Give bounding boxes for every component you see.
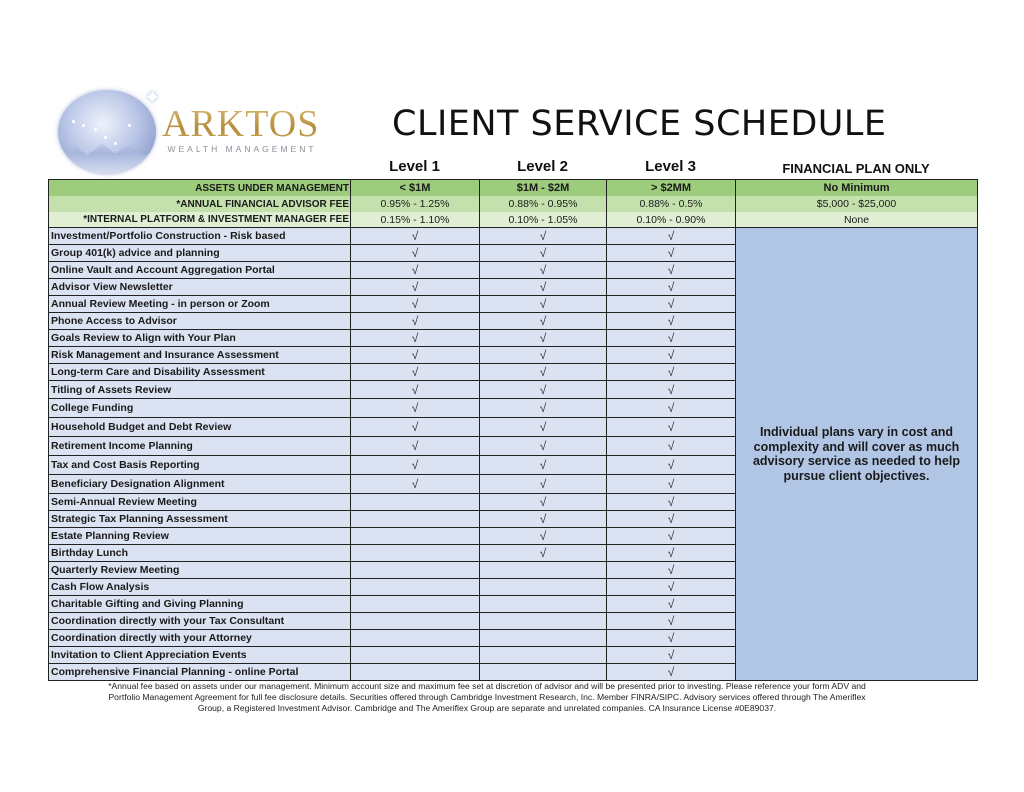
level-2-check: √ — [480, 381, 607, 399]
level-3-value: 0.88% - 0.5% — [607, 196, 736, 212]
level-2-check — [480, 579, 607, 596]
level-2-value: 0.88% - 0.95% — [480, 196, 607, 212]
level-1-check: √ — [351, 399, 480, 418]
disclaimer-line: Portfolio Management Agreement for full fee disclosure details. Securities offered through Cambridge Investment Research, Inc. Member FINRA/SIPC. Advisory services offered through The Ameriflex — [108, 692, 866, 702]
service-name: Tax and Cost Basis Reporting — [49, 456, 351, 475]
level-2-check — [480, 613, 607, 630]
level-1-check — [351, 613, 480, 630]
level-3-check: √ — [607, 545, 736, 562]
service-name: Group 401(k) advice and planning — [49, 245, 351, 262]
level-1-check: √ — [351, 228, 480, 245]
service-name: Retirement Income Planning — [49, 437, 351, 456]
level-1-check: √ — [351, 456, 480, 475]
level-3-check: √ — [607, 296, 736, 313]
level-2-check — [480, 596, 607, 613]
level-2-check: √ — [480, 296, 607, 313]
level-3-check: √ — [607, 664, 736, 681]
brand-tagline: WEALTH MANAGEMENT — [167, 144, 317, 154]
level-3-check: √ — [607, 437, 736, 456]
level-1-check: √ — [351, 364, 480, 381]
level-3-check: √ — [607, 528, 736, 545]
level-2-check: √ — [480, 418, 607, 437]
level-2-check — [480, 562, 607, 579]
level-1-check: √ — [351, 313, 480, 330]
plan-value: None — [736, 212, 978, 228]
level-1-check — [351, 545, 480, 562]
level-1-check — [351, 579, 480, 596]
level-2-check: √ — [480, 330, 607, 347]
level-3-check: √ — [607, 475, 736, 494]
level-1-check: √ — [351, 330, 480, 347]
level-1-check: √ — [351, 437, 480, 456]
level-1-check: √ — [351, 262, 480, 279]
level-1-value: 0.95% - 1.25% — [351, 196, 480, 212]
level-1-check: √ — [351, 245, 480, 262]
level-2-value: $1M - $2M — [480, 180, 607, 197]
service-name: Estate Planning Review — [49, 528, 351, 545]
service-name: Titling of Assets Review — [49, 381, 351, 399]
level-3-check: √ — [607, 381, 736, 399]
level-3-check: √ — [607, 647, 736, 664]
row-label: ASSETS UNDER MANAGEMENT — [49, 180, 351, 197]
level-1-check: √ — [351, 381, 480, 399]
level-3-check: √ — [607, 613, 736, 630]
level-1-check — [351, 494, 480, 511]
level-2-check: √ — [480, 364, 607, 381]
level-3-check: √ — [607, 228, 736, 245]
level-3-check: √ — [607, 418, 736, 437]
row-label: *ANNUAL FINANCIAL ADVISOR FEE — [49, 196, 351, 212]
level-2-check — [480, 647, 607, 664]
level-3-check: √ — [607, 562, 736, 579]
level-2-check — [480, 630, 607, 647]
level-1-check: √ — [351, 347, 480, 364]
disclaimer — [80, 681, 894, 714]
level-2-check: √ — [480, 347, 607, 364]
service-name: Invitation to Client Appreciation Events — [49, 647, 351, 664]
header-row-platform-fee — [49, 212, 978, 228]
service-name: Comprehensive Financial Planning - online Portal — [49, 664, 351, 681]
level-2-check: √ — [480, 245, 607, 262]
brand-name: ARKTOS — [162, 103, 320, 145]
level-3-check: √ — [607, 630, 736, 647]
level-1-check — [351, 630, 480, 647]
constellation-orb-icon — [58, 90, 156, 174]
level-2-check: √ — [480, 475, 607, 494]
service-name: Investment/Portfolio Construction - Risk based — [49, 228, 351, 245]
service-name: Coordination directly with your Tax Consultant — [49, 613, 351, 630]
column-header-level-1: Level 1 — [389, 158, 440, 175]
plan-value: $5,000 - $25,000 — [736, 196, 978, 212]
level-2-check: √ — [480, 511, 607, 528]
level-3-check: √ — [607, 596, 736, 613]
level-3-check: √ — [607, 494, 736, 511]
level-1-check — [351, 562, 480, 579]
service-name: Phone Access to Advisor — [49, 313, 351, 330]
level-3-check: √ — [607, 245, 736, 262]
level-3-check: √ — [607, 262, 736, 279]
service-schedule-table — [48, 179, 978, 681]
level-3-check: √ — [607, 279, 736, 296]
table-row — [49, 228, 978, 245]
service-name: College Funding — [49, 399, 351, 418]
service-name: Advisor View Newsletter — [49, 279, 351, 296]
service-name: Long-term Care and Disability Assessment — [49, 364, 351, 381]
level-1-check: √ — [351, 279, 480, 296]
service-name: Annual Review Meeting - in person or Zoom — [49, 296, 351, 313]
service-name: Semi-Annual Review Meeting — [49, 494, 351, 511]
header-row-advisor-fee — [49, 196, 978, 212]
service-name: Charitable Gifting and Giving Planning — [49, 596, 351, 613]
level-2-check: √ — [480, 494, 607, 511]
level-2-check: √ — [480, 437, 607, 456]
column-header-financial-plan: FINANCIAL PLAN ONLY — [782, 161, 930, 176]
header-row-assets — [49, 180, 978, 197]
level-1-check: √ — [351, 475, 480, 494]
service-name: Household Budget and Debt Review — [49, 418, 351, 437]
service-name: Coordination directly with your Attorney — [49, 630, 351, 647]
service-name: Beneficiary Designation Alignment — [49, 475, 351, 494]
level-2-value: 0.10% - 1.05% — [480, 212, 607, 228]
disclaimer-line: Group, a Registered Investment Advisor. Cambridge and The Ameriflex Group are separate and unrelated companies. CA Insurance License #0E89037. — [197, 703, 777, 713]
level-3-value: 0.10% - 0.90% — [607, 212, 736, 228]
column-header-level-2: Level 2 — [517, 158, 568, 175]
level-2-check: √ — [480, 456, 607, 475]
level-1-check — [351, 596, 480, 613]
column-header-level-3: Level 3 — [645, 158, 696, 175]
level-2-check: √ — [480, 228, 607, 245]
level-3-check: √ — [607, 347, 736, 364]
level-2-check: √ — [480, 262, 607, 279]
level-3-check: √ — [607, 511, 736, 528]
level-1-check — [351, 511, 480, 528]
level-1-value: < $1M — [351, 180, 480, 197]
level-1-check — [351, 664, 480, 681]
service-name: Strategic Tax Planning Assessment — [49, 511, 351, 528]
level-1-check: √ — [351, 418, 480, 437]
level-2-check: √ — [480, 399, 607, 418]
level-3-check: √ — [607, 456, 736, 475]
level-1-value: 0.15% - 1.10% — [351, 212, 480, 228]
level-1-check — [351, 528, 480, 545]
level-2-check — [480, 664, 607, 681]
level-2-check: √ — [480, 545, 607, 562]
level-3-check: √ — [607, 330, 736, 347]
level-3-check: √ — [607, 399, 736, 418]
page-title: CLIENT SERVICE SCHEDULE — [392, 104, 887, 144]
row-label: *INTERNAL PLATFORM & INVESTMENT MANAGER FEE — [49, 212, 351, 228]
level-2-check: √ — [480, 313, 607, 330]
level-3-value: > $2MM — [607, 180, 736, 197]
service-name: Risk Management and Insurance Assessment — [49, 347, 351, 364]
level-3-check: √ — [607, 579, 736, 596]
level-1-check — [351, 647, 480, 664]
service-name: Quarterly Review Meeting — [49, 562, 351, 579]
service-name: Online Vault and Account Aggregation Portal — [49, 262, 351, 279]
level-1-check: √ — [351, 296, 480, 313]
north-star-icon: ✦ — [144, 87, 161, 109]
brand-logo — [56, 88, 326, 178]
plan-value: No Minimum — [736, 180, 978, 197]
service-name: Goals Review to Align with Your Plan — [49, 330, 351, 347]
service-name: Cash Flow Analysis — [49, 579, 351, 596]
level-2-check: √ — [480, 279, 607, 296]
financial-plan-note: Individual plans vary in cost and complexity and will cover as much advisory service as needed to help pursue client objectives. — [736, 228, 978, 681]
level-3-check: √ — [607, 313, 736, 330]
disclaimer-line: *Annual fee based on assets under our management. Minimum account size and maximum fee set at discretion of advisor and will be presented prior to investing. Please reference your form ADV and — [108, 681, 866, 691]
service-name: Birthday Lunch — [49, 545, 351, 562]
level-2-check: √ — [480, 528, 607, 545]
level-3-check: √ — [607, 364, 736, 381]
